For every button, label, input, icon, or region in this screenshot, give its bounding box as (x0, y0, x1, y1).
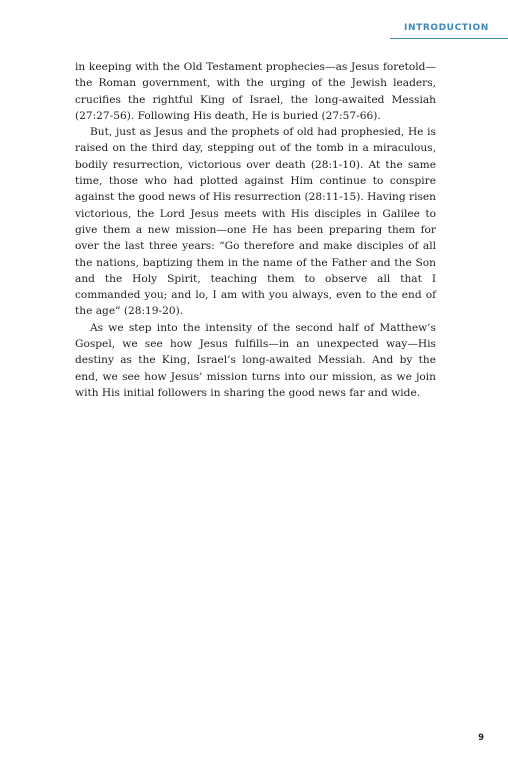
page-number: 9 (478, 733, 484, 743)
running-head-title: INTRODUCTION (404, 23, 489, 33)
paragraph-2: But, just as Jesus and the prophets of old had prophesied, He is raised on the third day, stepping out of the tomb in a miraculous, bodily resurrection, victorious over death (28:1-10). At the same time, those who had plotted against Him continue to conspire against the good news of His resurrection (28:11-15). Having risen victorious, the Lord Jesus meets with His disciples in Galilee to give them a new mission—one He has been preparing them for over the last three years: “Go therefore and make disciples of all the nations, baptizing them in the name of the Father and the Son and the Holy Spirit, teaching them to observe all that I commanded you; and lo, I am with you always, even to the end of the age” (28:19-20). (75, 126, 436, 318)
body-text (75, 59, 436, 401)
paragraph-3: As we step into the intensity of the second half of Matthew’s Gospel, we see how Jesus fulfills—in an unexpected way—His destiny as the King, Israel’s long-awaited Messiah. And by the end, we see how Jesus’ mission turns into our mission, as we join with His initial followers in sharing the good news far and wide. (75, 321, 436, 399)
header-rule (390, 38, 508, 39)
paragraph-1: in keeping with the Old Testament prophecies—as Jesus foretold—the Roman government, with the urging of the Jewish leaders, crucifies the rightful King of Israel, the long-awaited Messiah (27:27-56). Following His death, He is buried (27:57-66). (75, 61, 436, 122)
